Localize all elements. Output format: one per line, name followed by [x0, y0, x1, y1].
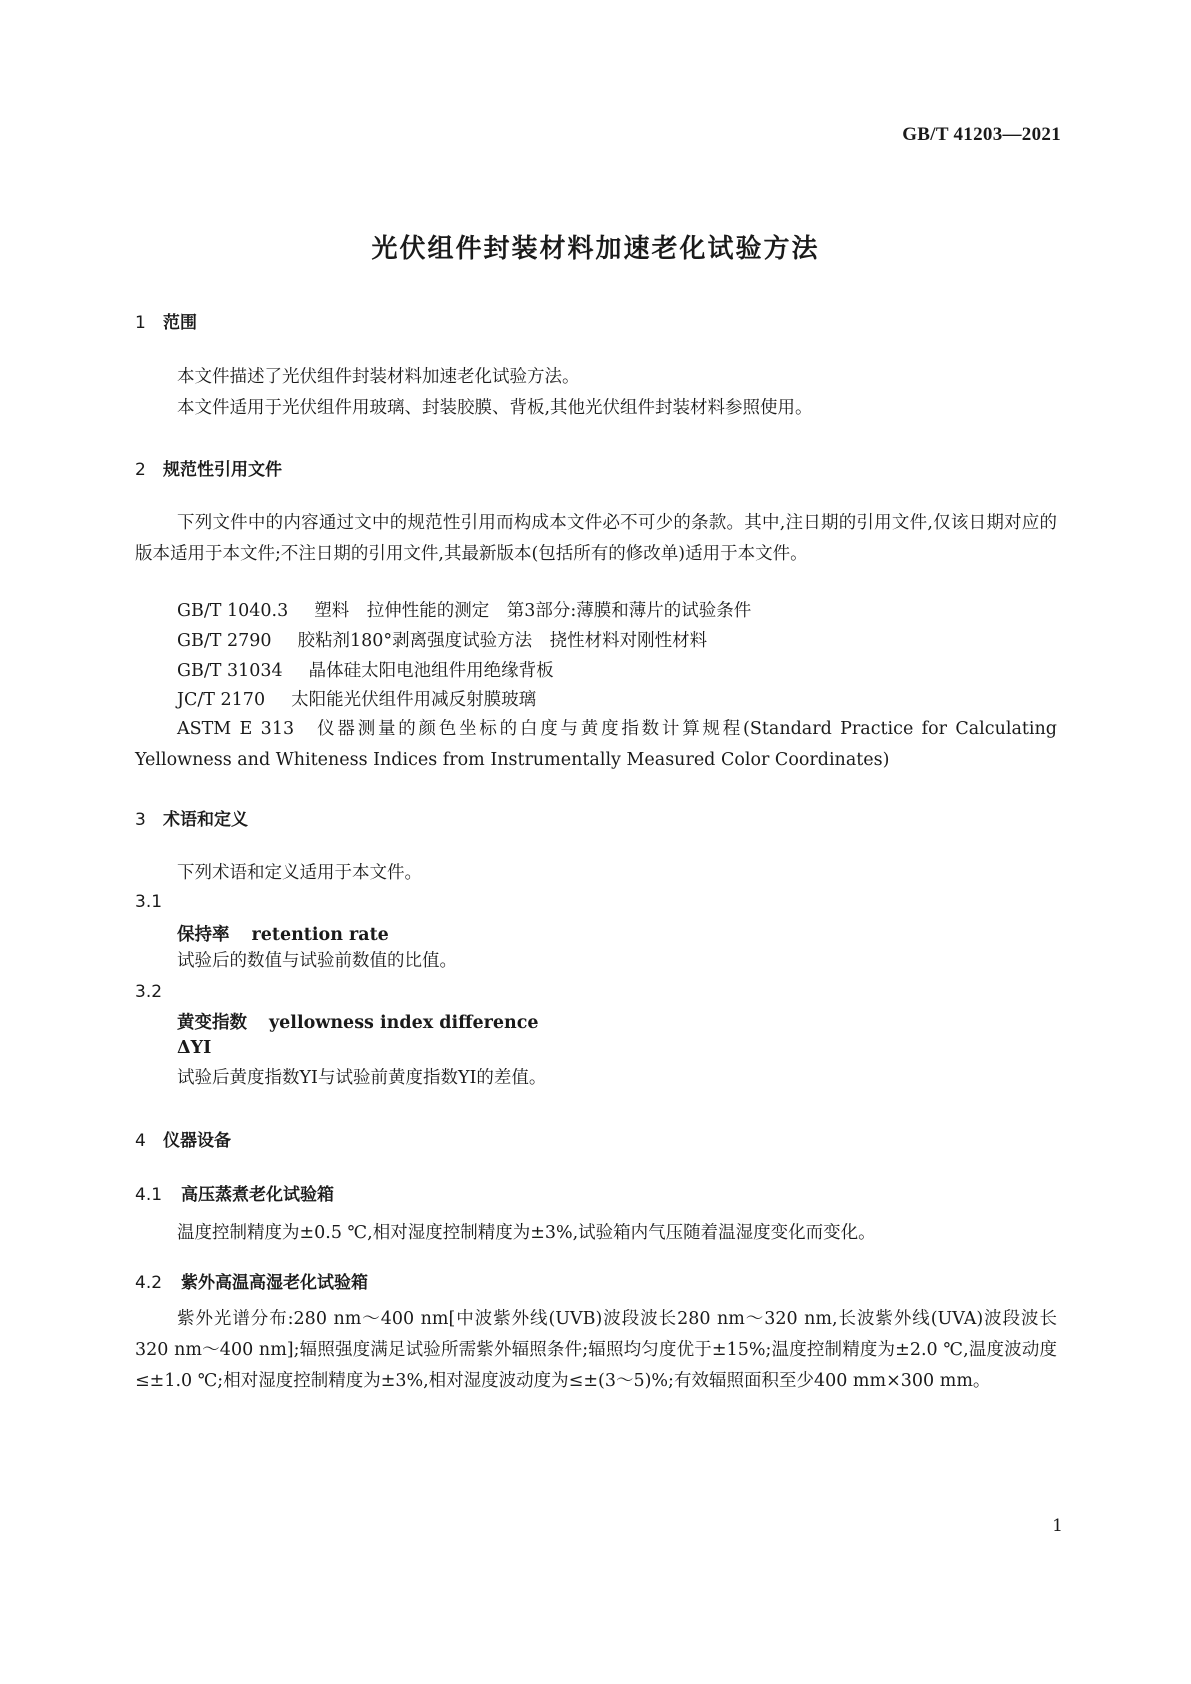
section-number: 2 [135, 460, 146, 480]
term-number: 3.1 [135, 892, 163, 912]
subsection-heading-autoclave [135, 1180, 334, 1205]
term-definition: 试验后的数值与试验前数值的比值。 [177, 951, 457, 971]
reference-item: ASTM E 313 仪器测量的颜色坐标的白度与黄度指数计算规程(Standard Practice for Calculating Yellowness and Whiteness Indices from Instrumentally Measured Color Coordinates) [135, 719, 1057, 770]
paragraph: 紫外光谱分布:280 nm～400 nm[中波紫外线(UVB)波段波长280 nm～320 nm,长波紫外线(UVA)波段波长320 nm～400 nm];辐照强度满足试验所需紫外辐照条件;辐照均匀度优于±15%;温度控制精度为±2.0 ℃,温度波动度≤±1.0 ℃;相对湿度控制精度为±3%,相对湿度波动度为≤±(3～5)%;有效辐照面积至少400 mm×300 mm。 [135, 1309, 1057, 1391]
term-entry [177, 921, 389, 946]
reference-code: JC/T 2170 [177, 690, 266, 710]
reference-item [177, 686, 536, 711]
subsection-title: 高压蒸煮老化试验箱 [181, 1185, 334, 1205]
paragraph: 下列术语和定义适用于本文件。 [177, 863, 422, 883]
term-symbol: ΔYI [177, 1038, 212, 1058]
section-heading-normative-references [135, 455, 282, 480]
paragraph: 温度控制精度为±0.5 ℃,相对湿度控制精度为±3%,试验箱内气压随着温湿度变化而变化。 [177, 1223, 876, 1243]
reference-title: 塑料 拉伸性能的测定 第3部分:薄膜和薄片的试验条件 [314, 601, 752, 621]
section-title: 仪器设备 [163, 1131, 231, 1151]
subsection-heading-uv-chamber [135, 1268, 368, 1293]
section-heading-apparatus [135, 1126, 231, 1151]
section-number: 3 [135, 810, 146, 830]
subsection-number: 4.2 [135, 1273, 163, 1293]
term-zh: 保持率 [177, 925, 230, 945]
reference-item [177, 657, 554, 682]
section-heading-scope [135, 308, 197, 333]
standard-number: GB/T 41203—2021 [902, 124, 1061, 145]
term-zh: 黄变指数 [177, 1013, 247, 1033]
document-title: 光伏组件封装材料加速老化试验方法 [371, 234, 820, 264]
section-number: 1 [135, 313, 146, 333]
section-number: 4 [135, 1131, 146, 1151]
section-title: 术语和定义 [163, 810, 248, 830]
paragraph: 本文件描述了光伏组件封装材料加速老化试验方法。 [177, 367, 580, 387]
term-en: retention rate [251, 925, 389, 945]
reference-code: GB/T 31034 [177, 661, 283, 681]
reference-item [177, 597, 751, 622]
term-en: yellowness index difference [269, 1013, 539, 1033]
section-title: 范围 [163, 313, 197, 333]
reference-code: GB/T 2790 [177, 631, 272, 651]
reference-title: 晶体硅太阳电池组件用绝缘背板 [308, 661, 554, 681]
page-number: 1 [1052, 1516, 1063, 1536]
reference-title: 胶粘剂180°剥离强度试验方法 挠性材料对刚性材料 [297, 631, 708, 651]
term-definition: 试验后黄度指数YI与试验前黄度指数YI的差值。 [177, 1068, 547, 1088]
term-number: 3.2 [135, 982, 163, 1002]
reference-item [177, 627, 707, 652]
subsection-number: 4.1 [135, 1185, 163, 1205]
reference-title: 太阳能光伏组件用减反射膜玻璃 [291, 690, 537, 710]
subsection-title: 紫外高温高湿老化试验箱 [181, 1273, 368, 1293]
term-entry [177, 1009, 539, 1034]
section-heading-terms [135, 805, 248, 830]
reference-code: GB/T 1040.3 [177, 601, 289, 621]
paragraph: 本文件适用于光伏组件用玻璃、封装胶膜、背板,其他光伏组件封装材料参照使用。 [177, 398, 813, 418]
section-title: 规范性引用文件 [163, 460, 282, 480]
paragraph: 下列文件中的内容通过文中的规范性引用而构成本文件必不可少的条款。其中,注日期的引用文件,仅该日期对应的版本适用于本文件;不注日期的引用文件,其最新版本(包括所有的修改单)适用于本文件。 [135, 513, 1057, 564]
